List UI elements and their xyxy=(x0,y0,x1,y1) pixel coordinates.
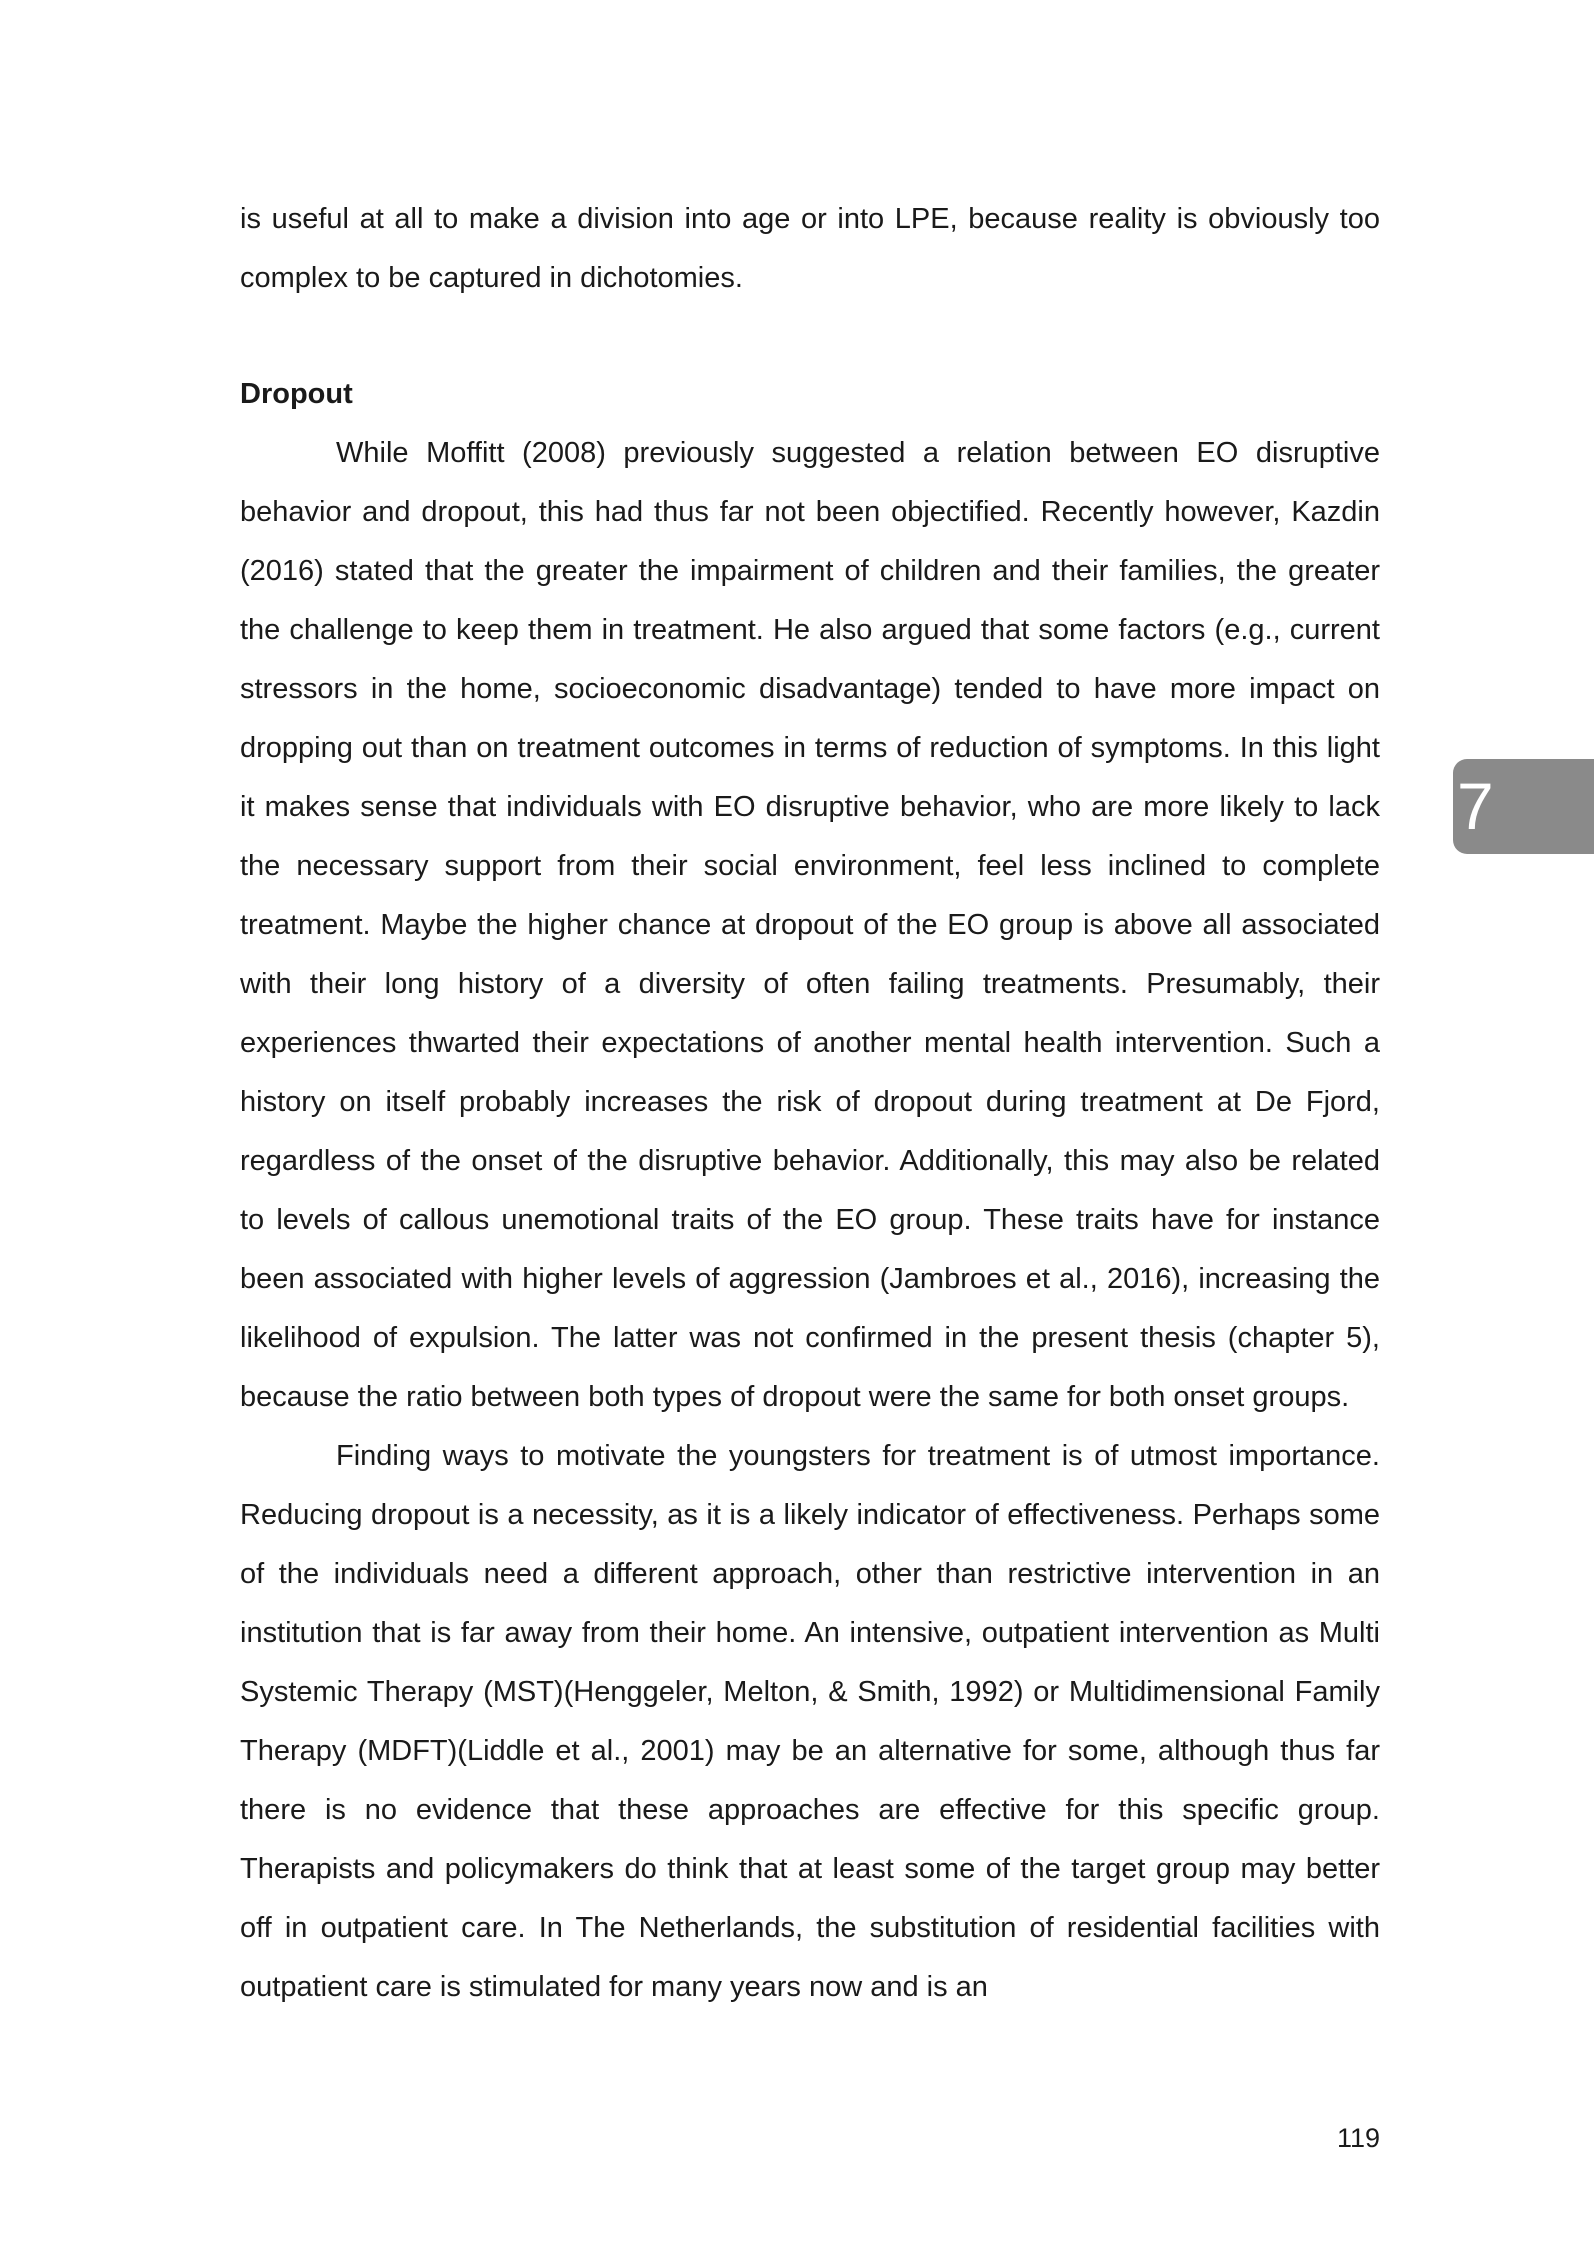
chapter-tab: 7 xyxy=(1453,759,1594,854)
section-heading: Dropout xyxy=(240,378,353,410)
body-paragraph-2: Finding ways to motivate the youngsters for treatment is of utmost importance. Reducing dropout is a necessity, as it is a likely indicator of effectiveness. Perhaps some of the individuals need a different approach, other than restrictive intervention in an institution that is far away from their home. An intensive, outpatient intervention as Multi Systemic Therapy (MST)(Henggeler, Melton, & Smith, 1992) or Multidimensional Family Therapy (MDFT)(Liddle et al., 2001) may be an alternative for some, although thus far there is no evidence that these approaches are effective for this specific group. Therapists and policymakers do think that at least some of the target group may better off in outpatient care. In The Netherlands, the substitution of residential facilities with outpatient care is stimulated for many years now and is an xyxy=(240,1440,1380,2003)
body-paragraph-1: While Moffitt (2008) previously suggested a relation between EO disruptive behavior and dropout, this had thus far not been objectified. Recently however, Kazdin (2016) stated that the greater the impairment of children and their families, the greater the challenge to keep them in treatment. He also argued that some factors (e.g., current stressors in the home, socioeconomic disadvantage) tended to have more impact on dropping out than on treatment outcomes in terms of reduction of symptoms. In this light it makes sense that individuals with EO disruptive behavior, who are more likely to lack the necessary support from their social environment, feel less inclined to complete treatment. Maybe the higher chance at dropout of the EO group is above all associated with their long history of a diversity of often failing treatments. Presumably, their experiences thwarted their expectations of another mental health intervention. Such a history on itself probably increases the risk of dropout during treatment at De Fjord, regardless of the onset of the disruptive behavior. Additionally, this may also be related to levels of callous unemotional traits of the EO group. These traits have for instance been associated with higher levels of aggression (Jambroes et al., 2016), increasing the likelihood of expulsion. The latter was not confirmed in the present thesis (chapter 5), because the ratio between both types of dropout were the same for both onset groups. xyxy=(240,437,1380,1413)
page-number: 119 xyxy=(1336,2123,1380,2153)
intro-paragraph: is useful at all to make a division into age or into LPE, because reality is obviously too complex to be captured in dichotomies. xyxy=(240,203,1380,294)
page-body xyxy=(240,190,1380,2017)
